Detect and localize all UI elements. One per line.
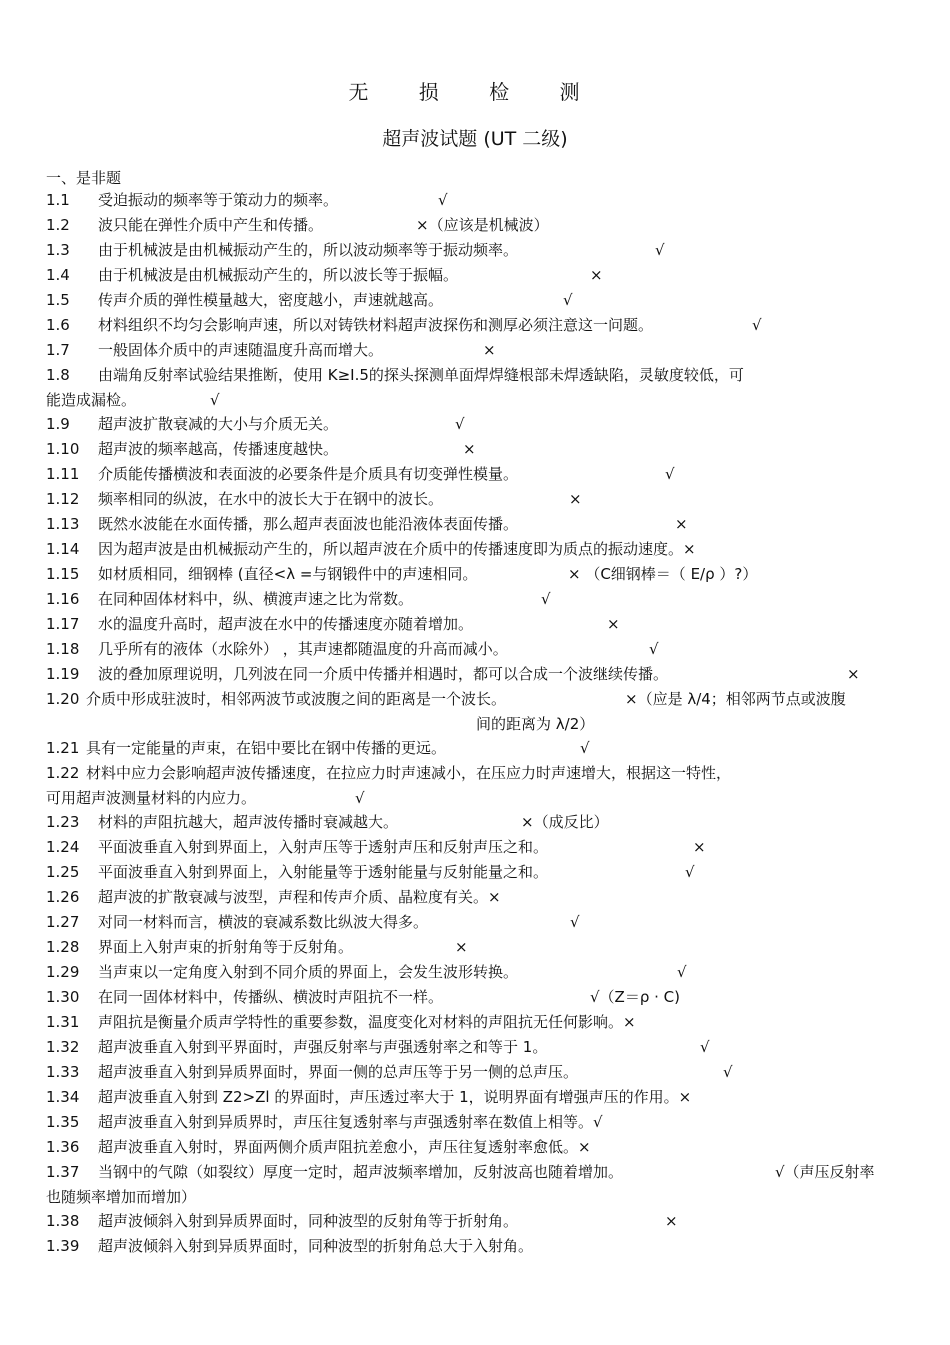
question-item [46,1010,906,1035]
question-text: 受迫振动的频率等于策动力的频率。 [98,191,339,209]
question-number: 1.23 [46,813,80,831]
question-item [46,1234,906,1259]
question-text: 几乎所有的液体（水除外） ，其声速都随温度的升高而减小。 [98,640,508,658]
question-number: 1.15 [46,565,80,583]
question-number: 1.32 [46,1038,80,1056]
question-text: 波的叠加原理说明，几列波在同一介质中传播并相遇时，都可以合成一个波继续传播。 [98,665,669,683]
question-item [46,960,906,985]
question-number: 1.33 [46,1063,80,1081]
question-number: 1.20 [46,690,80,708]
question-number: 1.16 [46,590,80,608]
question-item [46,637,906,662]
answer-mark: × [607,615,620,633]
answer-mark: × [847,665,860,683]
question-item [46,860,906,885]
question-number: 1.2 [46,216,70,234]
question-number: 1.4 [46,266,70,284]
answer-mark: √ [355,789,365,807]
question-item [46,512,906,537]
question-number: 1.6 [46,316,70,334]
question-item [46,587,906,612]
question-number: 1.28 [46,938,80,956]
question-item [46,736,906,761]
question-text: 超声波垂直入射到平界面时，声强反射率与声强透射率之和等于 1。 [98,1038,548,1056]
question-text: 声阻抗是衡量介质声学特性的重要参数，温度变化对材料的声阻抗无任何影响。× [98,1013,636,1031]
question-item [46,1110,906,1135]
question-number: 1.26 [46,888,80,906]
question-item [46,1160,906,1206]
question-text: 由于机械波是由机械振动产生的，所以波长等于振幅。 [98,266,459,284]
question-number: 1.8 [46,366,70,384]
question-text: 超声波垂直入射到异质界面时，界面一侧的总声压等于另一侧的总声压。 [98,1063,579,1081]
question-item [46,1209,906,1234]
answer-mark: √ [541,590,551,608]
question-number: 1.14 [46,540,80,558]
question-number: 1.21 [46,739,80,757]
question-text: 由于机械波是由机械振动产生的，所以波动频率等于振动频率。 [98,241,519,259]
question-number: 1.29 [46,963,80,981]
question-item [46,288,906,313]
question-item [46,1035,906,1060]
question-item [46,662,906,687]
answer-mark: × [675,515,688,533]
question-item [46,213,906,238]
answer-mark: √ [685,863,695,881]
question-item [46,761,906,807]
answer-mark: √ [677,963,687,981]
answer-mark: × [590,266,603,284]
answer-mark: √ [723,1063,733,1081]
question-text: 水的温度升高时，超声波在水中的传播速度亦随着增加。 [98,615,474,633]
question-text: 介质能传播横波和表面波的必要条件是介质具有切变弹性模量。 [98,465,519,483]
question-item [46,462,906,487]
question-text: 波只能在弹性介质中产生和传播。 [98,216,324,234]
question-text: 平面波垂直入射到界面上，入射声压等于透射声压和反射声压之和。 [98,838,549,856]
answer-mark: √ [210,391,220,409]
question-item [46,810,906,835]
question-text: 超声波倾斜入射到异质界面时，同种波型的折射角总大于入射角。 [98,1237,534,1255]
answer-mark: √ [455,415,465,433]
question-number: 1.24 [46,838,80,856]
question-text-continued: 能造成漏检。 [46,391,137,409]
question-text: 如材质相同，细钢棒 (直径<λ =与钢锻件中的声速相同。 [98,565,478,583]
question-item [46,338,906,363]
question-text: 超声波垂直入射到 Z2>Zl 的界面时，声压透过率大于 1，说明界面有增强声压的作用。× [98,1088,692,1106]
question-item [46,487,906,512]
question-text: 由端角反射率试验结果推断，使用 K≥I.5的探头探测单面焊焊缝根部未焊透缺陷，灵敏度较低，可 [98,366,744,384]
answer-mark: ×（应该是机械波） [416,216,549,234]
question-item [46,835,906,860]
answer-mark: √ [580,739,590,757]
answer-mark: × [483,341,496,359]
question-text: 传声介质的弹性模量越大，密度越小，声速就越高。 [98,291,444,309]
question-text: 具有一定能量的声束，在铝中要比在钢中传播的更远。 [86,739,447,757]
question-number: 1.37 [46,1163,80,1181]
answer-mark: × [665,1212,678,1230]
question-text-continued: 可用超声波测量材料的内应力。 [46,789,257,807]
question-number: 1.27 [46,913,80,931]
question-number: 1.36 [46,1138,80,1156]
question-text: 在同一固体材料中，传播纵、横波时声阻抗不一样。 [98,988,444,1006]
answer-mark: √ [563,291,573,309]
question-text: 对同一材料而言，横波的衰减系数比纵波大得多。 [98,913,429,931]
question-text: 超声波的频率越高，传播速度越快。 [98,440,339,458]
answer-mark: × [455,938,468,956]
question-number: 1.22 [46,764,80,782]
question-text: 超声波的扩散衰减与波型，声程和传声介质、晶粒度有关。× [98,888,501,906]
question-text: 材料中应力会影响超声波传播速度，在拉应力时声速减小，在压应力时声速增大，根据这一特性， [86,764,732,782]
question-number: 1.12 [46,490,80,508]
question-item [46,1085,906,1110]
answer-mark: × [569,490,582,508]
question-number: 1.34 [46,1088,80,1106]
question-number: 1.25 [46,863,80,881]
answer-mark: √ [438,191,448,209]
question-text: 当钢中的气隙（如裂纹）厚度一定时，超声波频率增加，反射波高也随着增加。 [98,1163,624,1181]
question-text: 频率相同的纵波，在水中的波长大于在钢中的波长。 [98,490,444,508]
question-item [46,985,906,1010]
answer-mark: √ [700,1038,710,1056]
page-title: 无 损 检 测 [348,80,602,104]
question-item [46,313,906,338]
answer-mark: √（Z＝ρ · C) [590,988,680,1006]
answer-mark: × （C细钢棒＝（ E/ρ ）?） [568,565,758,583]
answer-mark: ×（成反比） [521,813,609,831]
question-item [46,188,906,213]
question-text: 因为超声波是由机械振动产生的，所以超声波在介质中的传播速度即为质点的振动速度。× [98,540,696,558]
question-text: 超声波倾斜入射到异质界面时，同种波型的反射角等于折射角。 [98,1212,519,1230]
question-item [46,412,906,437]
question-text: 一般固体介质中的声速随温度升高而增大。 [98,341,384,359]
question-item [46,363,906,409]
question-text: 超声波扩散衰减的大小与介质无关。 [98,415,339,433]
answer-mark: ×（应是 λ/4；相邻两节点或波腹 [625,690,846,708]
question-number: 1.1 [46,191,70,209]
question-item [46,1060,906,1085]
answer-mark: √（声压反射率 [775,1163,875,1181]
question-item [46,437,906,462]
question-number: 1.13 [46,515,80,533]
question-item [46,537,906,562]
question-number: 1.31 [46,1013,80,1031]
answer-mark: √ [649,640,659,658]
question-item [46,263,906,288]
question-text: 界面上入射声束的折射角等于反射角。 [98,938,354,956]
answer-mark: √ [665,465,675,483]
answer-mark: × [463,440,476,458]
question-item [46,687,906,733]
question-number: 1.9 [46,415,70,433]
question-number: 1.11 [46,465,80,483]
question-number: 1.7 [46,341,70,359]
question-number: 1.30 [46,988,80,1006]
question-item [46,1135,906,1160]
question-number: 1.3 [46,241,70,259]
question-text: 平面波垂直入射到界面上，入射能量等于透射能量与反射能量之和。 [98,863,549,881]
question-text: 在同种固体材料中，纵、横渡声速之比为常数。 [98,590,414,608]
question-number: 1.18 [46,640,80,658]
question-number: 1.38 [46,1212,80,1230]
question-number: 1.39 [46,1237,80,1255]
question-number: 1.5 [46,291,70,309]
question-text: 既然水波能在水面传播，那么超声表面波也能沿液体表面传播。 [98,515,519,533]
question-number: 1.17 [46,615,80,633]
question-item [46,562,906,587]
question-number: 1.10 [46,440,80,458]
question-text: 当声束以一定角度入射到不同介质的界面上，会发生波形转换。 [98,963,519,981]
answer-mark: √ [570,913,580,931]
question-item [46,910,906,935]
answer-mark: √ [655,241,665,259]
question-text: 材料的声阻抗越大，超声波传播时衰减越大。 [98,813,399,831]
question-item [46,612,906,637]
question-text: 材料组织不均匀会影响声速，所以对铸铁材料超声波探伤和测厚必须注意这一问题。 [98,316,654,334]
section-heading: 一、是非题 [46,169,122,187]
question-item [46,238,906,263]
question-text: 超声波垂直入射时，界面两侧介质声阻抗差愈小，声压往复透射率愈低。× [98,1138,591,1156]
question-text-continued: 间的距离为 λ/2） [476,715,595,733]
question-text: 介质中形成驻波时，相邻两波节或波腹之间的距离是一个波长。 [86,690,507,708]
question-text: 超声波垂直入射到异质界时，声压往复透射率与声强透射率在数值上相等。√ [98,1113,603,1131]
answer-mark: × [693,838,706,856]
page-subtitle: 超声波试题 (UT 二级) [382,128,568,150]
question-item [46,935,906,960]
question-item [46,885,906,910]
question-text-continued: 也随频率增加而增加） [46,1188,197,1206]
question-number: 1.19 [46,665,80,683]
question-number: 1.35 [46,1113,80,1131]
answer-mark: √ [752,316,762,334]
